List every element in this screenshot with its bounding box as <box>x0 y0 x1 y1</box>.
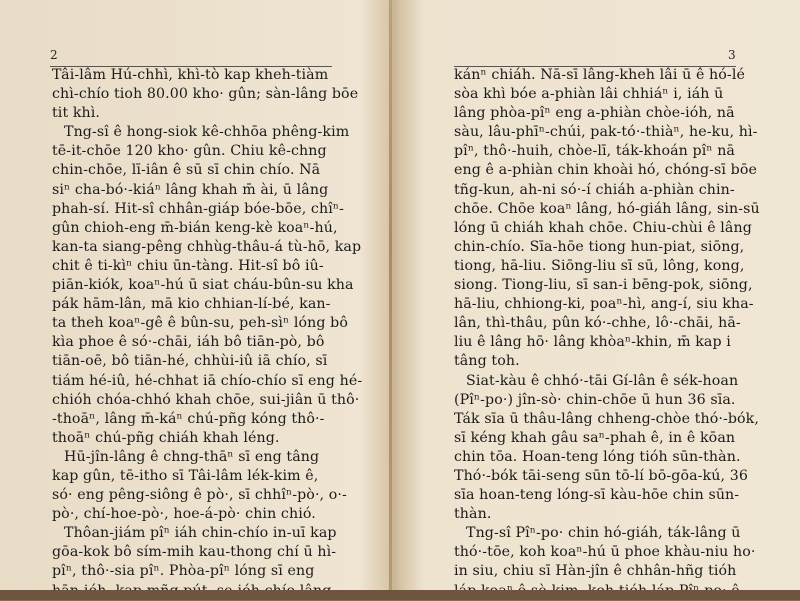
text-line: gōa-kok bô sím-mih kau-thong chí ū hì- <box>52 544 337 561</box>
text-line: gûn chioh-eng m̄-bián keng-kè koaⁿ-hú, <box>52 219 338 236</box>
text-line: só· eng pêng-siông ê pò·, sī chhîⁿ-pò·, o·- <box>52 487 347 504</box>
text-line: Tng-sî ê hong-siok kê-chhōa phêng-kim <box>64 124 350 141</box>
text-line: tiám hé-iû, hé-chhat iā chío-chío sī eng hé- <box>52 372 363 389</box>
text-line: Hū-jîn-lâng ê chng-thāⁿ sī eng tâng <box>64 448 320 465</box>
right-page-number: 3 <box>728 48 736 62</box>
text-line: Ták sīa ū thâu-lâng chheng-chòe thó·-bók, <box>454 410 759 427</box>
text-line: pák hām-lân, mā kio chhian-lí-bé, kan- <box>52 296 331 313</box>
text-line: sòa khì bóe a-phiàn lâi chhiáⁿ i, iáh ū <box>454 86 724 103</box>
right-page-text <box>454 66 760 601</box>
text-line: pîⁿ, thô·-huih, chòe-lī, ták-khoán pîⁿ nā <box>454 143 735 160</box>
text-line: tē-it-chōe 120 kho· gûn. Chiu kê-chng <box>52 143 327 160</box>
text-line: phah-sí. Hit-sî chhân-giáp bóe-bōe, chîⁿ- <box>52 200 344 217</box>
text-line: chì-chío tioh 80.00 kho· gûn; sàn-lâng bōe <box>52 86 359 103</box>
text-line: hā-liu, chhiong-ki, poaⁿ-hì, ang-í, siu kha- <box>454 296 754 313</box>
text-line: chin tōa. Hoan-teng lóng tióh sūn-thàn. <box>454 448 741 465</box>
text-line: thó·-tōe, koh koaⁿ-hú ū phoe khàu-niu ho· <box>454 544 756 561</box>
text-line: sī kéng khah gâu saⁿ-phah ê, in ê kōan <box>454 429 736 446</box>
text-line: tâng toh. <box>454 353 520 370</box>
text-line: lâng phòa-pîⁿ eng a-phiàn chòe-ióh, nā <box>454 105 735 122</box>
text-line: eng ê a-phiàn chin khoài hó, chóng-sī bōe <box>454 162 757 179</box>
text-line: thoāⁿ chú-pñg chiáh khah léng. <box>52 429 280 446</box>
text-line: sàu, lâu-phīⁿ-chúi, pak-tó·-thiàⁿ, he-ku, hì- <box>454 124 758 141</box>
text-line: -thoāⁿ, lâng m̄-káⁿ chú-pñg kóng thô·- <box>52 410 325 427</box>
text-line: (Pîⁿ-po·) jîn-sò· chin-chōe ū hun 36 sīa. <box>454 391 736 408</box>
text-line: sīa hoan-teng lóng-sī kàu-hōe chin sūn- <box>454 487 740 504</box>
text-line: Thó·-bók tāi-seng sūn tō-lí bō-gōa-kú, 36 <box>454 467 748 484</box>
text-line: thàn. <box>454 506 492 523</box>
text-line: Thôan-jiám pîⁿ iáh chin-chío in-uī kap <box>64 525 337 542</box>
text-line: chióh chóa-chhó khah chōe, sui-jiân ū thô· <box>52 391 360 408</box>
text-line: lân, thì-thâu, pûn kó·-chhe, lô·-chāi, hā- <box>454 315 741 332</box>
text-line: pò·, chí-hoe-pò·, hoe-á-pò· chin chió. <box>52 506 316 523</box>
text-line: piān-kiók, koaⁿ-hú ū siat cháu-bûn-su kha <box>52 277 354 294</box>
text-line: chin-chío. Sīa-hōe tiong hun-piat, siōng, <box>454 238 745 255</box>
book-bottom-edge <box>0 590 800 600</box>
text-line: tit khì. <box>52 105 101 122</box>
text-line: Tng-sî Pîⁿ-po· chin hó-giáh, ták-lâng ū <box>466 525 741 542</box>
text-line: pîⁿ, thô·-sia pîⁿ. Phòa-pîⁿ lóng sī eng <box>52 563 315 580</box>
left-page-number: 2 <box>50 48 58 62</box>
text-line: Siat-kàu ê chhó·-tāi Gí-lân ê sék-hoan <box>466 372 739 389</box>
text-line: Tâi-lâm Hú-chhì, khì-tò kap kheh-tiàm <box>52 67 329 83</box>
right-page <box>400 0 800 600</box>
text-line: kìa phoe ê só·-chāi, iáh bô tiān-pò, bô <box>52 334 325 351</box>
book-gutter <box>389 0 392 600</box>
text-line: kan-ta siang-pêng chhùg-thâu-á tù-hō, kap <box>52 238 362 255</box>
text-line: lóng ū chiáh khah chōe. Chiu-chùi ê lâng <box>454 219 752 236</box>
text-line: kánⁿ chiáh. Nā-sī lâng-kheh lâi ū ê hó-lé <box>454 67 745 83</box>
text-line: tiong, hā-liu. Siōng-liu sī sū, lông, kong, <box>454 257 745 274</box>
text-line: in siu, chiu sī Hàn-jîn ê chhân-hñg tióh <box>454 563 737 580</box>
left-page <box>0 0 388 600</box>
text-line: tiān-oē, bô tiān-hé, chhùi-iû iā chío, sī <box>52 353 328 370</box>
text-line: tñg-kun, ah-ni só·-í chiáh a-phiàn chin- <box>454 181 735 198</box>
text-line: ta theh koaⁿ-gê ê bûn-su, peh-sìⁿ lóng bô <box>52 315 348 332</box>
left-page-text <box>52 66 363 601</box>
text-line: liu ê lâng hō· lâng khòaⁿ-khin, m̄ kap i <box>454 334 731 351</box>
text-line: siⁿ cha-bó·-kiáⁿ lâng khah m̄ ài, ū lâng <box>52 181 329 198</box>
text-line: kap gûn, tē-itho sī Tâi-lâm lék-kim ê, <box>52 467 319 484</box>
text-line: siong. Tiong-liu, sī san-i bēng-pok, siōng, <box>454 277 753 294</box>
text-line: chin-chōe, lī-iân ê sū sī chin chío. Nā <box>52 162 321 179</box>
text-line: chōe. Chōe koaⁿ lâng, hó-giáh lâng, sin-sū <box>454 200 760 217</box>
text-line: chit ê ti-kìⁿ chiu ūn-tàng. Hit-sî bô iû- <box>52 257 324 274</box>
